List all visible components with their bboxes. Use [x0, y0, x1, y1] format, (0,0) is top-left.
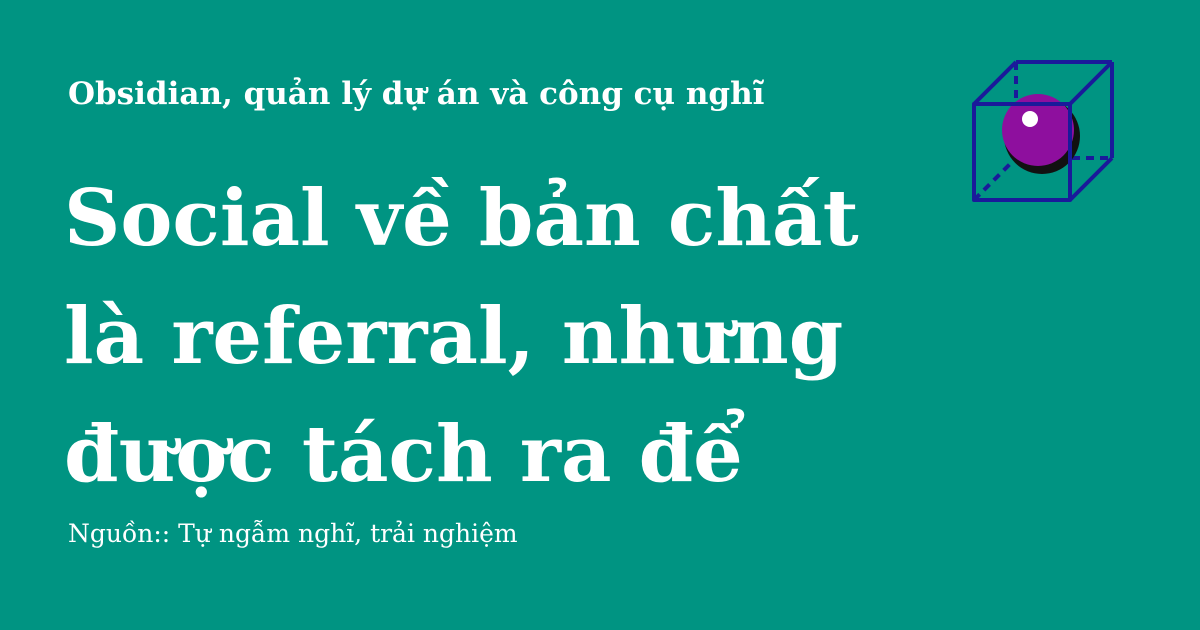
source-text: Nguồn:: Tự ngẫm nghĩ, trải nghiệm — [68, 519, 518, 548]
page-title — [64, 160, 944, 514]
cube-with-sphere-icon — [968, 56, 1120, 208]
title-line: Social về bản chất — [64, 173, 859, 264]
title-line: là referral, nhưng — [64, 291, 844, 382]
title-line: được tách ra để — [64, 409, 743, 500]
subtitle: Obsidian, quản lý dự án và công cụ nghĩ — [68, 76, 765, 112]
